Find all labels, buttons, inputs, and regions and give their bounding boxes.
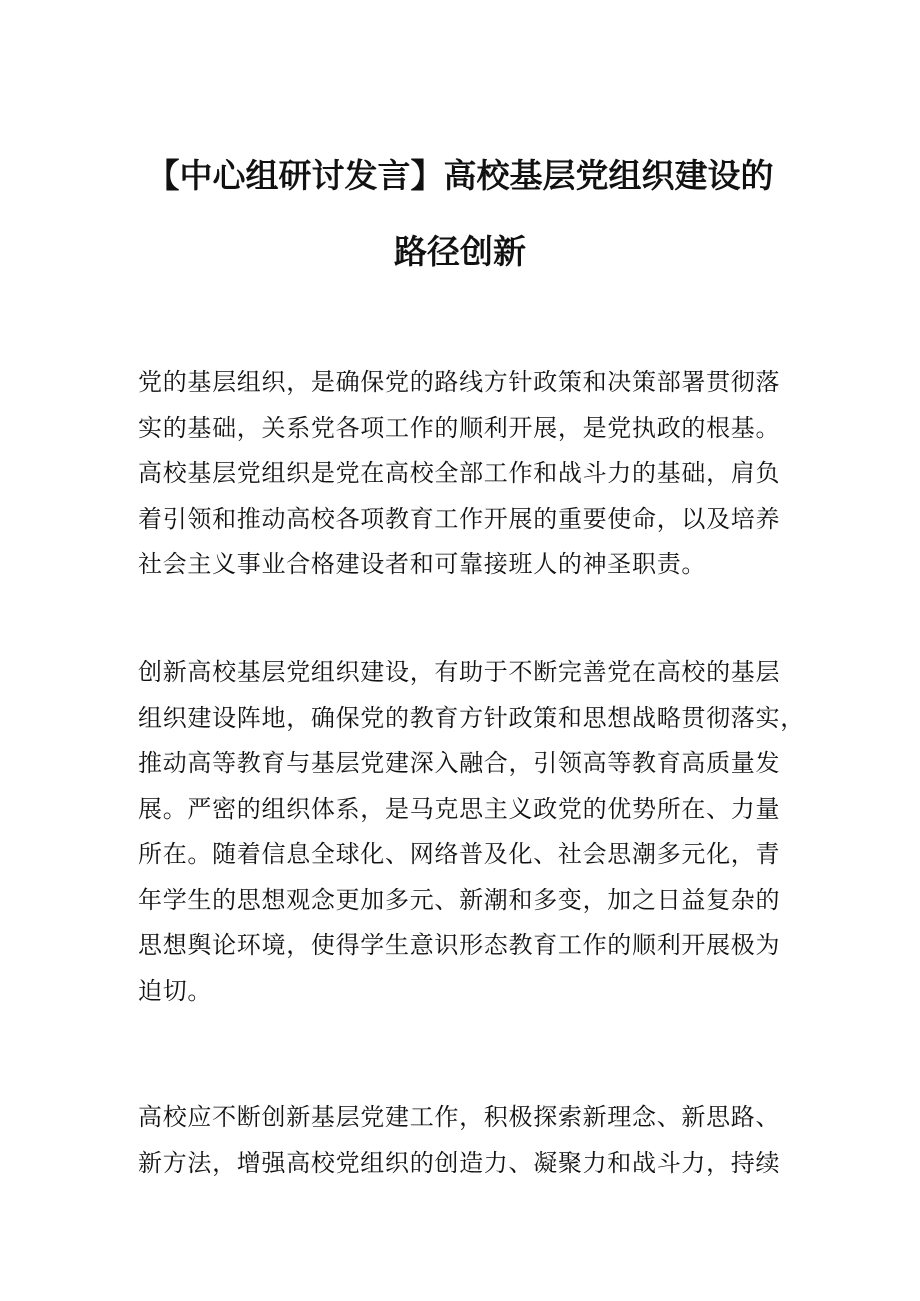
paragraph-line: 高校基层党组织是党在高校全部工作和战斗力的基础，肩负 bbox=[138, 459, 781, 487]
paragraph-line: 高校应不断创新基层党建工作，积极探索新理念、新思路、 bbox=[138, 1103, 781, 1131]
paragraph-line: 推动高等教育与基层党建深入融合，引领高等教育高质量发 bbox=[138, 749, 781, 777]
paragraph-line: 组织建设阵地，确保党的教育方针政策和思想战略贯彻落实， bbox=[138, 703, 805, 732]
document-title-line-1: 【中心组研讨发言】高校基层党组织建设的 bbox=[146, 156, 774, 195]
paragraph-line: 新方法，增强高校党组织的创造力、凝聚力和战斗力，持续 bbox=[138, 1148, 781, 1177]
paragraph-line: 创新高校基层党组织建设，有助于不断完善党在高校的基层 bbox=[138, 658, 781, 686]
paragraph-line: 展。严密的组织体系，是马克思主义政党的优势所在、力量 bbox=[138, 794, 781, 823]
paragraph-line: 实的基础，关系党各项工作的顺利开展，是党执政的根基。 bbox=[138, 413, 781, 442]
document-title-line-2: 路径创新 bbox=[394, 232, 526, 271]
paragraph-line: 年学生的思想观念更加多元、新潮和多变，加之日益复杂的 bbox=[138, 885, 781, 914]
paragraph-1 bbox=[138, 360, 798, 588]
paragraph-line: 所在。随着信息全球化、网络普及化、社会思潮多元化，青 bbox=[138, 840, 781, 868]
paragraph-line: 思想舆论环境，使得学生意识形态教育工作的顺利开展极为 bbox=[138, 931, 781, 959]
paragraph-3 bbox=[138, 1095, 798, 1186]
paragraph-line: 着引领和推动高校各项教育工作开展的重要使命，以及培养 bbox=[138, 504, 781, 533]
paragraph-2 bbox=[138, 650, 805, 1014]
paragraph-line: 社会主义事业合格建设者和可靠接班人的神圣职责。 bbox=[138, 550, 707, 578]
paragraph-line: 党的基层组织，是确保党的路线方针政策和决策部署贯彻落 bbox=[138, 368, 781, 396]
paragraph-line: 迫切。 bbox=[138, 976, 213, 1005]
